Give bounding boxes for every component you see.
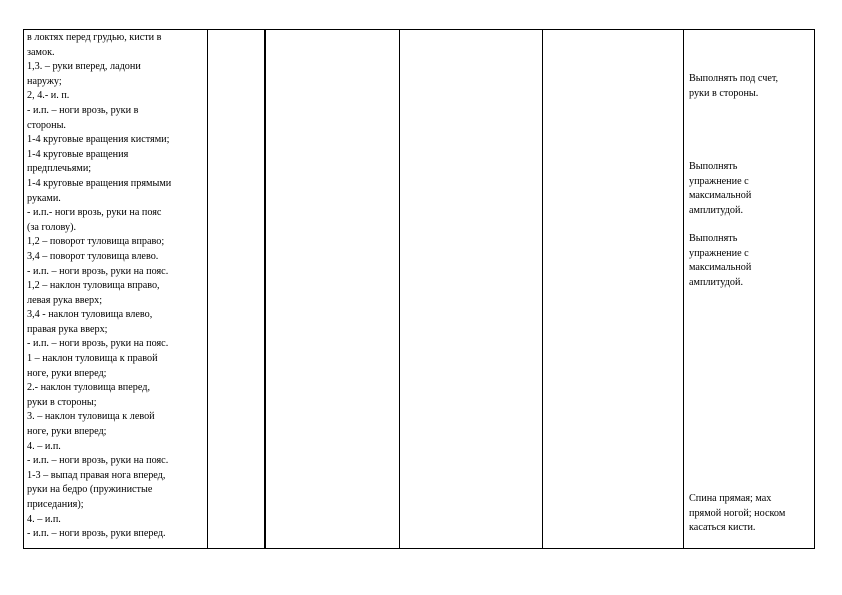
empty-cell-4 [400,30,543,549]
exercise-line: 1-3 – выпад правая нога вперед, [27,469,166,481]
exercise-line: предплечьями; [27,163,92,175]
exercise-line: - и.п. – ноги врозь, руки вперед. [27,528,166,540]
exercise-line: замок. [27,46,55,58]
exercise-line: 3,4 - наклон туловища влево, [27,309,153,321]
note-line: руки в стороны. [689,87,759,99]
exercise-line: в локтях перед грудью, кисти в [27,32,162,43]
note-line: амплитудой. [689,204,744,216]
empty-cell-3 [265,30,400,549]
exercise-line: наружу; [27,75,62,87]
note-line: максимальной [689,262,752,274]
exercise-line: 1,2 – поворот туловища вправо; [27,236,165,248]
exercise-line: 1,2 – наклон туловища вправо, [27,280,160,292]
note-line: амплитудой. [689,276,744,288]
note-line: Спина прямая; мах [689,493,772,504]
exercise-line: - и.п. – ноги врозь, руки на пояс. [27,338,169,350]
lesson-plan-table [23,29,815,549]
exercise-description-text [24,30,207,542]
note-line: Выполнять [689,233,738,244]
exercise-line: - и.п.- ноги врозь, руки на пояс [27,207,162,219]
note-line: Выполнять под счет, [689,73,779,84]
exercise-line: правая рука вверх; [27,323,108,335]
exercise-line: (за голову). [27,221,77,233]
exercise-line: 1-4 круговые вращения кистями; [27,134,170,146]
note-line: максимальной [689,190,752,202]
exercise-line: левая рука вверх; [27,294,103,306]
note-line: упражнение с [689,247,749,259]
exercise-line: ноге, руки вперед; [27,367,107,379]
exercise-line: руки на бедро (пружинистые [27,484,153,496]
exercise-line: 1,3. – руки вперед, ладони [27,61,141,73]
exercise-line: руки в стороны; [27,396,97,408]
exercise-line: руками. [27,192,61,204]
note-amplitude-1 [689,160,809,218]
note-line: прямой ногой; носком [689,507,786,519]
exercise-line: 4. – и.п. [27,440,61,452]
exercise-line: 2.- наклон туловища вперед, [27,382,150,394]
exercise-line: 1 – наклон туловища к правой [27,353,158,365]
note-straight-back [689,492,809,536]
methodical-notes-cell [684,30,815,549]
exercise-line: 4. – и.п. [27,513,61,525]
exercise-description-cell [24,30,208,549]
methodical-notes [684,30,814,548]
note-line: упражнение с [689,175,749,187]
note-line: Выполнять [689,161,738,172]
table-row [24,30,815,549]
exercise-line: 1-4 круговые вращения [27,148,129,160]
note-line: касаться кисти. [689,522,756,534]
exercise-line: 1-4 круговые вращения прямыми [27,177,172,189]
exercise-line: 3,4 – поворот туловища влево. [27,250,159,262]
note-amplitude-2 [689,232,809,290]
exercise-line: стороны. [27,119,66,131]
exercise-line: ноге, руки вперед; [27,426,107,438]
exercise-line: 2, 4.- и. п. [27,90,70,102]
exercise-line: приседания); [27,499,84,510]
dosage-cell [208,30,266,549]
exercise-line: 3. – наклон туловища к левой [27,411,155,423]
exercise-line: - и.п. – ноги врозь, руки на пояс. [27,265,169,277]
exercise-line: - и.п. – ноги врозь, руки в [27,104,139,116]
empty-cell-5 [543,30,684,549]
note-count-arms [689,72,809,101]
exercise-line: - и.п. – ноги врозь, руки на пояс. [27,455,169,467]
